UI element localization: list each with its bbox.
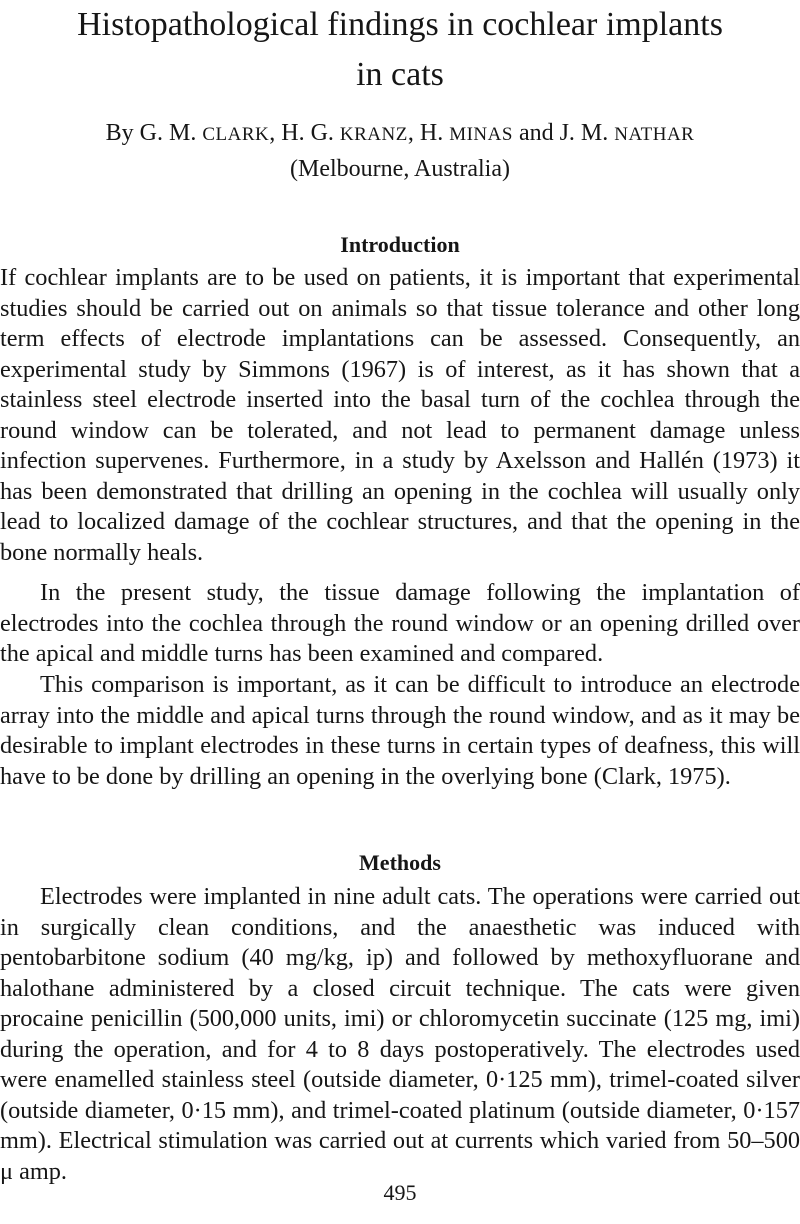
author-block	[0, 116, 800, 186]
author-4-surname: NATHAR	[614, 124, 695, 145]
author-4-initials: J. M.	[559, 120, 609, 146]
intro-paragraph-2: In the present study, the tissue damage following the implantation of electrodes into the cochlea through the round window or an opening drilled over the apical and middle turns has been examined and compared.	[0, 579, 800, 667]
author-1-surname: CLARK	[202, 124, 270, 145]
title-line-1: Histopathological findings in cochlear implants	[77, 6, 723, 43]
by-label: By	[105, 120, 134, 146]
author-line: By G. M. CLARK, H. G. KRANZ, H. MINAS and J. M. NATHAR	[105, 120, 695, 146]
author-3-surname: MINAS	[449, 124, 513, 145]
title-line-2: in cats	[356, 56, 444, 93]
author-1-initials: G. M.	[139, 120, 197, 146]
author-2-surname: KRANZ	[339, 124, 408, 145]
page-number: 495	[383, 1180, 417, 1205]
affiliation: (Melbourne, Australia)	[290, 156, 510, 182]
author-3-initials: H.	[419, 120, 444, 146]
article-title	[0, 0, 800, 100]
and-label: and	[518, 120, 554, 146]
intro-paragraph-1: If cochlear implants are to be used on patients, it is important that experimental studies should be carried out on animals so that tissue tolerance and other long term effects of electrode implantations can be assessed. Consequently, an experimental study by Simmons (1967) is of interest, as it has shown that a stainless steel electrode inserted into the basal turn of the cochlea through the round window can be tolerated, and not lead to permanent damage unless infection supervenes. Furthermore, in a study by Axelsson and Hallén (1973) it has been demonstrated that drilling an opening in the cochlea will usually only lead to localized damage of the cochlear structures, and that the opening in the bone normally heals.	[0, 264, 800, 566]
methods-heading: Methods	[359, 850, 441, 875]
introduction-heading: Introduction	[340, 232, 460, 257]
intro-paragraph-3: This comparison is important, as it can be difficult to introduce an electrode array into the middle and apical turns through the round window, and as it may be desirable to implant electrodes in these turns in certain types of deafness, this will have to be done by drilling an opening in the overlying bone (Clark, 1975).	[0, 671, 800, 790]
methods-paragraph-1: Electrodes were implanted in nine adult cats. The operations were carried out in surgically clean conditions, and the anaesthetic was induced with pentobarbitone sodium (40 mg/kg, ip) and followed by methoxyfluorane and halothane administered by a closed circuit technique. The cats were given procaine penicillin (500,000 units, imi) or chloromycetin succinate (125 mg, imi) during the operation, and for 4 to 8 days postoperatively. The electrodes used were enamelled stainless steel (outside diameter, 0·125 mm), trimel-coated silver (outside diameter, 0·15 mm), and trimel-coated platinum (outside diameter, 0·157 mm). Electrical stimulation was carried out at currents which varied from 50–500 μ amp.	[0, 883, 800, 1185]
author-2-initials: H. G.	[281, 120, 334, 146]
